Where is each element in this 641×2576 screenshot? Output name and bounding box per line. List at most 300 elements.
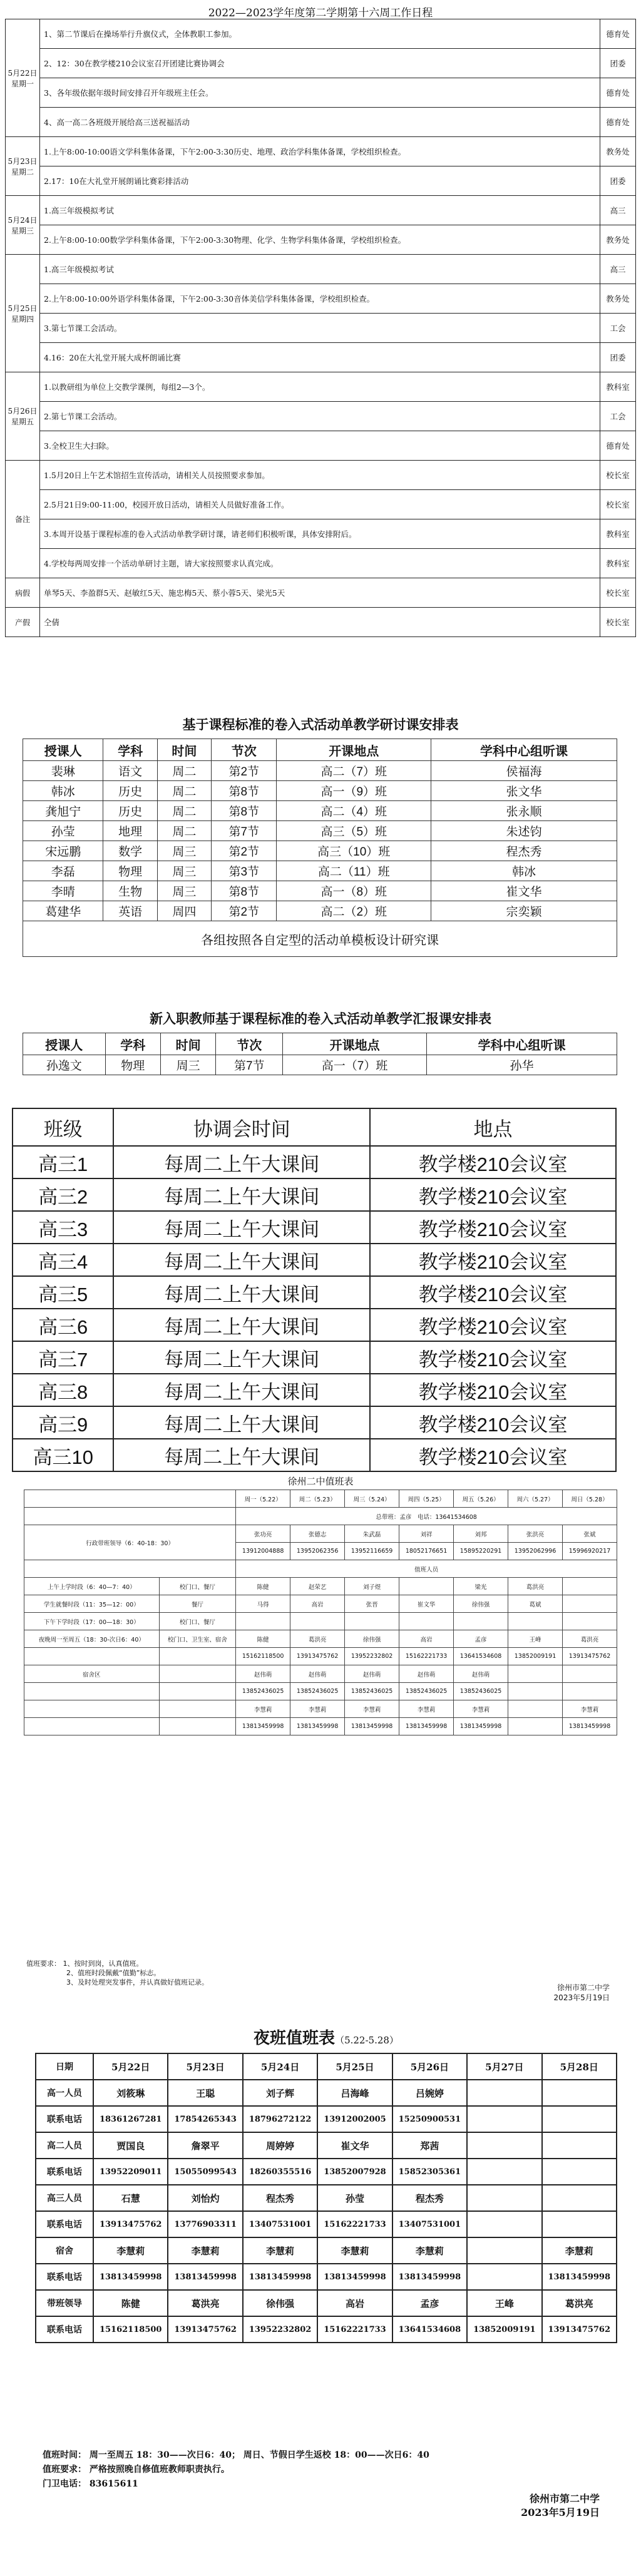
duty-person: 李慧莉 [290,1700,345,1718]
chief-on-duty: 总带班：孟彦 电话：13641534608 [236,1508,617,1525]
duty-person: 李慧莉 [399,1700,454,1718]
report-class-title: 新入职教师基于课程标准的卷入式活动单教学汇报课安排表 [150,1012,491,1026]
duty-notes [26,1959,590,1987]
duty-roster [24,1471,617,2003]
row-label: 联系电话 [36,2316,93,2343]
staff-name: 李慧莉 [168,2237,242,2264]
duty-person: 李慧莉 [236,1700,290,1718]
table-row [13,1341,616,1374]
staff-name: 詹翠平 [168,2132,242,2159]
table-cell: 教学楼210会议室 [370,1146,616,1178]
row-label: 联系电话 [36,2106,93,2132]
staff-name [467,2237,541,2264]
schedule-item: 2.第七节课工会活动。 [40,402,600,431]
schedule-dept: 教务处 [600,284,636,314]
table-cell: 教学楼210会议室 [370,1211,616,1244]
phone-number: 18361267281 [93,2106,168,2132]
schedule-row [6,78,636,108]
duty-period: 宿舍区 [24,1665,160,1683]
table-cell: 教学楼210会议室 [370,1439,616,1471]
org-name: 徐州市第二中学 [556,1983,610,1992]
corner [24,1490,236,1508]
table-cell: 每周二上午大课间 [113,1341,370,1374]
schedule-row [6,519,636,549]
column-header: 5月23日 [168,2053,242,2080]
staff-name: 李慧莉 [542,2237,617,2264]
column-header: 5月25日 [317,2053,392,2080]
table-cell: 高三（10）班 [277,841,431,861]
duty-person [290,1613,345,1630]
schedule-day: 产假 [6,608,40,637]
staff-name: 高岩 [317,2290,392,2316]
table-row [13,1406,616,1439]
column-header: 学科 [105,1033,160,1055]
schedule-item: 1.以教研组为单位上交教学课例，每组2—3个。 [40,372,600,402]
duty-row [24,1665,617,1683]
schedule-dept: 校长室 [600,490,636,519]
duty-area [159,1648,236,1665]
staff-name: 郑茜 [392,2132,467,2159]
table-cell: 第2节 [212,841,277,861]
schedule-table [5,19,636,637]
duty-person: 赵伟萌 [290,1665,345,1683]
duty-person: 13852436025 [345,1683,399,1700]
schedule-row [6,166,636,196]
day-header: 周日（5.28） [563,1490,617,1508]
phone-number: 15162221733 [317,2211,392,2237]
night-duty-row [36,2159,617,2185]
column-header: 开课地点 [283,1033,427,1055]
phone-number [467,2106,541,2132]
table-cell: 周三 [157,861,211,881]
schedule-item: 仝倩 [40,608,600,637]
day-header: 周一（5.22） [236,1490,290,1508]
leader-label: 行政带班领导（6：40-18：30） [24,1525,236,1560]
schedule-row [6,284,636,314]
schedule-day: 5月24日 星期三 [6,196,40,255]
day-header: 周四（5.25） [399,1490,454,1508]
phone-number [467,2211,541,2237]
table-cell: 周三 [157,841,211,861]
duty-period [24,1648,160,1665]
table-cell: 周三 [160,1055,215,1075]
schedule-day: 5月23日 星期二 [6,137,40,196]
phone-number [542,2211,617,2237]
table-cell: 孙华 [426,1055,617,1075]
table-cell: 高二（2）班 [277,901,431,921]
phone-number: 13776903311 [168,2211,242,2237]
duty-person: 13813459998 [563,1718,617,1735]
schedule-dept: 教科室 [600,519,636,549]
table-header [23,739,617,761]
leader-tel: 15996920217 [563,1543,617,1560]
duty-person: 葛洪亮 [290,1630,345,1648]
duty-area [159,1665,236,1683]
duty-person: 高岩 [399,1630,454,1648]
duty-person: 13952232802 [345,1648,399,1665]
staff-name: 贾国良 [93,2132,168,2159]
schedule-dept: 校长室 [600,608,636,637]
schedule-item: 3.全校卫生大扫除。 [40,431,600,461]
duty-person: 葛洪亮 [508,1578,563,1595]
phone-number: 13813459998 [392,2264,467,2290]
duty-row [24,1700,617,1718]
staff-name: 徐伟强 [243,2290,317,2316]
table-row [23,841,617,861]
duty-person: 13852436025 [454,1683,508,1700]
table-cell: 第2节 [212,901,277,921]
schedule-item: 3.第七节课工会活动。 [40,314,600,343]
table-cell: 高三3 [13,1211,113,1244]
duty-area: 餐厅 [159,1595,236,1613]
table-cell: 第8节 [212,881,277,901]
row-label: 高一人员 [36,2080,93,2106]
night-duty-row [36,2290,617,2316]
staff-name: 程杰秀 [243,2185,317,2211]
staff-name: 李慧莉 [317,2237,392,2264]
schedule-row [6,225,636,255]
row-label: 联系电话 [36,2211,93,2237]
duty-person: 13852436025 [399,1683,454,1700]
column-header: 5月28日 [542,2053,617,2080]
duty-person: 陈健 [236,1578,290,1595]
leader-tel: 13952116659 [345,1543,399,1560]
seminar-title: 基于课程标准的卷入式活动单教学研讨课安排表 [182,718,459,732]
schedule-row [6,343,636,372]
table-cell: 历史 [103,801,157,821]
table-row [23,801,617,821]
schedule-title: 2022—2023学年度第二学期第十六周工作日程 [208,7,433,19]
duty-person [508,1700,563,1718]
leader-tel: 15895220291 [454,1543,508,1560]
phone-number: 13952232802 [243,2316,317,2343]
staff-name [467,2185,541,2211]
row-label: 高三人员 [36,2185,93,2211]
table-row [23,881,617,901]
table-header [23,1033,617,1055]
duty-period [24,1683,160,1700]
duty-period [24,1700,160,1718]
table-cell: 教学楼210会议室 [370,1244,616,1276]
duty-roster-title: 徐州二中值班表 [287,1476,354,1487]
duty-person: 13641534608 [454,1648,508,1665]
duty-row [24,1683,617,1700]
table-cell: 朱述钧 [431,821,617,841]
duty-person: 马得 [236,1595,290,1613]
staff-name: 陈健 [93,2290,168,2316]
schedule-row [6,431,636,461]
duty-note: 2、值班时段佩戴“值勤”标志。 [66,1969,161,1977]
schedule-dept: 团委 [600,166,636,196]
phone-number: 13913475762 [542,2316,617,2343]
column-header: 班级 [13,1108,113,1146]
duty-person [508,1665,563,1683]
leader-name: 张洪亮 [508,1525,563,1543]
phone-number: 13813459998 [317,2264,392,2290]
night-duty-row [36,2316,617,2343]
staff-name [542,2132,617,2159]
staff-name: 刘筱琳 [93,2080,168,2106]
day-header: 周二（5.23） [290,1490,345,1508]
table-cell: 每周二上午大课间 [113,1178,370,1211]
duty-period: 夜晚周一至周五（18：30-次日6：40） [24,1630,160,1648]
duty-period [24,1718,160,1735]
phone-number: 13813459998 [243,2264,317,2290]
night-duty-title [35,2025,617,2048]
row-label: 高二人员 [36,2132,93,2159]
table-note: 各组按照各自定型的活动单模板设计研究课 [23,921,617,957]
night-duty-row [36,2132,617,2159]
table-cell: 崔文华 [431,881,617,901]
table-cell: 高三1 [13,1146,113,1178]
schedule-item: 1.高三年级模拟考试 [40,196,600,225]
duty-person: 13813459998 [290,1718,345,1735]
table-row [13,1211,616,1244]
table-cell: 语文 [103,761,157,781]
duty-person: 13813459998 [399,1718,454,1735]
duty-roster-table [24,1490,617,1735]
table-row [23,1055,617,1075]
table-cell: 教学楼210会议室 [370,1178,616,1211]
duty-row [24,1578,617,1595]
schedule-dept: 高三 [600,196,636,225]
table-cell: 高一（9）班 [277,781,431,801]
duty-person: 13852436025 [290,1683,345,1700]
phone-number: 13852009191 [467,2316,541,2343]
day-header: 周六（5.27） [508,1490,563,1508]
day-header: 周三（5.24） [345,1490,399,1508]
duty-person [345,1613,399,1630]
column-header: 节次 [212,739,277,761]
duty-person: 徐伟强 [345,1630,399,1648]
table-cell: 程杰秀 [431,841,617,861]
schedule-row [6,196,636,225]
duty-area: 校门口、卫生室、宿舍 [159,1630,236,1648]
duty-area [159,1683,236,1700]
column-header: 时间 [160,1033,215,1055]
schedule-dept: 德育处 [600,431,636,461]
column-header: 学科中心组听课 [426,1033,617,1055]
schedule-row [6,490,636,519]
column-header: 5月24日 [243,2053,317,2080]
table-cell: 高一（8）班 [277,881,431,901]
schedule-row [6,578,636,608]
schedule-item: 2.5月21日9:00-11:00，校园开放日活动，请相关人员做好准备工作。 [40,490,600,519]
table-row [13,1309,616,1341]
table-cell: 数学 [103,841,157,861]
schedule-item: 2.17：10在大礼堂开展朗诵比赛彩排活动 [40,166,600,196]
schedule-row [6,137,636,166]
table-cell: 高三（5）班 [277,821,431,841]
phone-number [542,2159,617,2185]
column-header: 开课地点 [277,739,431,761]
schedule-row [6,549,636,578]
duty-person [508,1683,563,1700]
table-row [13,1374,616,1406]
table-row [13,1276,616,1309]
table-cell: 每周二上午大课间 [113,1276,370,1309]
staff-name: 李慧莉 [93,2237,168,2264]
duty-person [563,1578,617,1595]
duty-person [508,1718,563,1735]
org-name: 徐州市第二中学 [529,2493,600,2505]
table-cell: 张永顺 [431,801,617,821]
leader-tel: 13952062996 [508,1543,563,1560]
column-header: 授课人 [23,739,103,761]
phone-number: 15162118500 [93,2316,168,2343]
table-cell: 第3节 [212,861,277,881]
table-cell: 周三 [157,881,211,901]
schedule-item: 4.16：20在大礼堂开展大成杯朗诵比赛 [40,343,600,372]
duty-row [24,1648,617,1665]
table-cell: 高三6 [13,1309,113,1341]
phone-number: 13407531001 [243,2211,317,2237]
table-cell: 地理 [103,821,157,841]
night-duty [35,2025,617,2570]
row-label: 宿舍 [36,2237,93,2264]
schedule-item: 单琴5天、李盈群5天、赵敏红5天、施忠梅5天、蔡小蓉5天、梁光5天 [40,578,600,608]
table-cell: 裴琳 [23,761,103,781]
schedule-item: 4.学校每两周安排一个活动单研讨主题，请大家按照要求认真完成。 [40,549,600,578]
duty-person: 徐伟强 [454,1595,508,1613]
schedule-item: 3、各年级依据年级时间安排召开年级班主任会。 [40,78,600,108]
phone-number: 13641534608 [392,2316,467,2343]
leader-name: 刘邦 [454,1525,508,1543]
table-cell: 侯福海 [431,761,617,781]
night-duty-table [35,2053,617,2343]
leader-name: 刘祥 [399,1525,454,1543]
leader-name: 张功亮 [236,1525,290,1543]
column-header: 学科中心组听课 [431,739,617,761]
phone-number: 13952209011 [93,2159,168,2185]
table-cell: 高三5 [13,1276,113,1309]
night-duty-note: 值班时间： 周一至周五 18：30——次日6：40； 周日、节假日学生返校 18：00——次日6：40 [43,2450,429,2460]
duty-person [236,1613,290,1630]
duty-period: 学生就餐时段（11：35—12：00） [24,1595,160,1613]
table-cell: 高三10 [13,1439,113,1471]
phone-number: 13813459998 [93,2264,168,2290]
duty-person [563,1613,617,1630]
column-header: 节次 [216,1033,283,1055]
schedule-item: 4、高一高二各班级开展给高三送祝福活动 [40,108,600,137]
staff-name: 石慧 [93,2185,168,2211]
row-label: 联系电话 [36,2264,93,2290]
night-duty-row [36,2080,617,2106]
night-duty-note: 值班要求： 严格按照晚自修值班教师职责执行。 [43,2465,230,2475]
schedule-day: 备注 [6,461,40,578]
schedule-dept: 高三 [600,255,636,284]
column-header: 授课人 [23,1033,106,1055]
table-cell: 每周二上午大课间 [113,1309,370,1341]
table-cell: 高二（4）班 [277,801,431,821]
staff-name: 周婷婷 [243,2132,317,2159]
schedule-item: 1.高三年级模拟考试 [40,255,600,284]
schedule-dept: 教科室 [600,549,636,578]
duty-person: 13813459998 [236,1718,290,1735]
table-cell: 第8节 [212,781,277,801]
phone-number: 13913475762 [168,2316,242,2343]
schedule-item: 1.5月20日上午艺术馆招生宣传活动，请相关人员按照要求参加。 [40,461,600,490]
schedule-dept: 德育处 [600,108,636,137]
table-cell: 周四 [157,901,211,921]
staff-name [542,2185,617,2211]
duty-person: 13852436025 [236,1683,290,1700]
duty-person: 梁光 [454,1578,508,1595]
schedule-item: 2.上午8:00-10:00外语学科集体备课，下午2:00-3:30音体美信学科集体备课，学校组织检查。 [40,284,600,314]
staff-name: 刘子辉 [243,2080,317,2106]
phone-number: 17854265343 [168,2106,242,2132]
night-duty-row [36,2211,617,2237]
table-cell: 周二 [157,801,211,821]
duty-row [24,1613,617,1630]
table-cell: 宋远鹏 [23,841,103,861]
duty-person: 张晋 [345,1595,399,1613]
table-cell: 周二 [157,821,211,841]
issue-date: 2023年5月19日 [521,2507,600,2518]
table-cell: 张文华 [431,781,617,801]
meeting-table [12,1108,617,1472]
staff-name: 李慧莉 [392,2237,467,2264]
duty-person: 孟彦 [454,1630,508,1648]
schedule-dept: 团委 [600,49,636,78]
duty-person: 赵伟萌 [345,1665,399,1683]
night-duty-row [36,2106,617,2132]
column-header: 5月22日 [93,2053,168,2080]
schedule-item: 2.上午8:00-10:00数学学科集体备课，下午2:00-3:30物理、化学、生物学科集体备课，学校组织检查。 [40,225,600,255]
table-cell: 每周二上午大课间 [113,1244,370,1276]
schedule-dept: 工会 [600,314,636,343]
column-header: 地点 [370,1108,616,1146]
night-duty-note: 门卫电话： 83615611 [43,2479,138,2489]
table-row [23,761,617,781]
schedule-day: 5月22日 星期一 [6,19,40,137]
seminar-table [23,739,617,957]
schedule-dept: 教科室 [600,372,636,402]
table-cell: 物理 [103,861,157,881]
phone-number: 15055099543 [168,2159,242,2185]
duty-person: 李慧莉 [563,1700,617,1718]
table-cell: 第8节 [212,801,277,821]
column-header: 学科 [103,739,157,761]
phone-number: 13407531001 [392,2211,467,2237]
duty-signature [554,1983,610,2003]
duty-person: 葛斌 [508,1595,563,1613]
leader-tel: 18052176651 [399,1543,454,1560]
duty-person: 高岩 [290,1595,345,1613]
table-cell: 第7节 [212,821,277,841]
table-row [13,1439,616,1471]
schedule-row [6,314,636,343]
night-duty-notes [43,2448,606,2492]
duty-person: 李慧莉 [345,1700,399,1718]
schedule-dept: 校长室 [600,578,636,608]
table-cell: 高三2 [13,1178,113,1211]
table-cell: 教学楼210会议室 [370,1276,616,1309]
duty-person: 王峰 [508,1630,563,1648]
staff-name: 崔文华 [317,2132,392,2159]
duty-note: 3、及时处理突发事件，并认真做好值班记录。 [66,1978,208,1986]
staff-name: 吕婉婷 [392,2080,467,2106]
table-row [13,1178,616,1211]
schedule-dept: 教务处 [600,225,636,255]
table-cell: 物理 [105,1055,160,1075]
staff-name: 王峰 [467,2290,541,2316]
phone-number: 18796272122 [243,2106,317,2132]
schedule-dept: 工会 [600,402,636,431]
day-header: 周五（5.26） [454,1490,508,1508]
night-duty-row [36,2185,617,2211]
phone-number: 13813459998 [542,2264,617,2290]
